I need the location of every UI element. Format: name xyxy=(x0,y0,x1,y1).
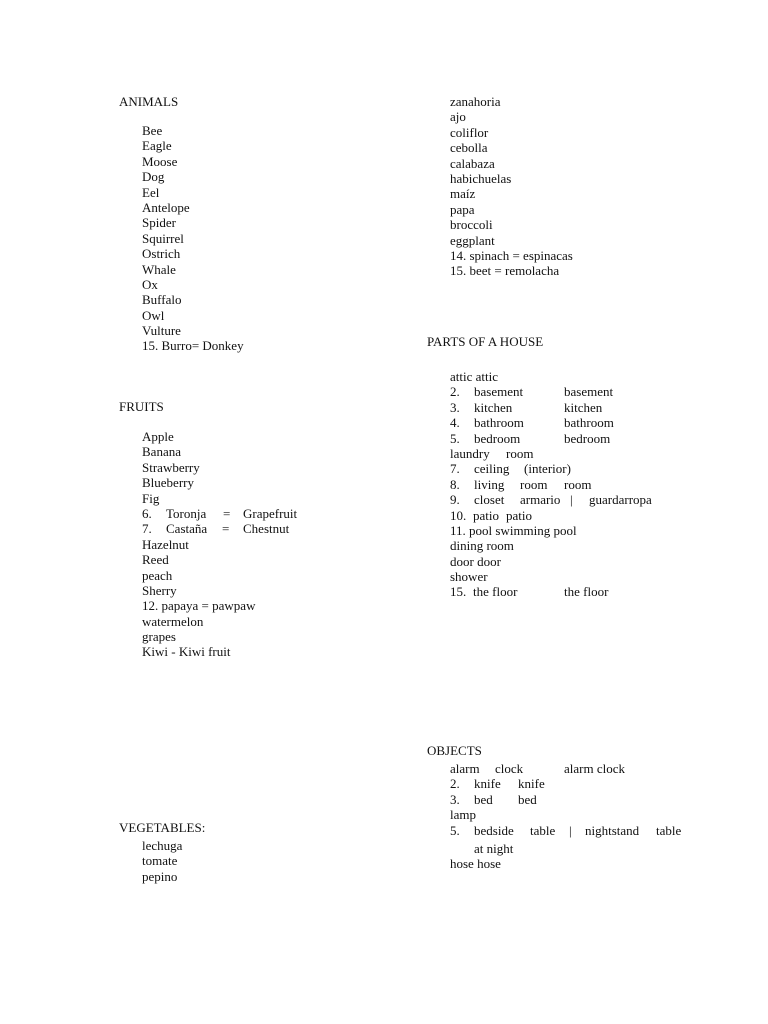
list-item: Spider xyxy=(142,215,176,231)
list-item: grapes xyxy=(142,629,176,645)
list-item: 10. patio patio xyxy=(450,507,532,523)
list-item: calabaza xyxy=(450,155,495,171)
house-heading: PARTS OF A HOUSE xyxy=(427,334,544,349)
list-item: watermelon xyxy=(142,613,204,629)
list-item: eggplant xyxy=(450,232,495,248)
list-item: 2. basement basement xyxy=(450,384,614,400)
list-item: pepino xyxy=(142,868,178,884)
list-item: at night xyxy=(474,840,514,856)
list-item: attic attic xyxy=(450,369,499,384)
list-item: 9. closet armario | guardarropa xyxy=(450,492,652,508)
list-item: 15. beet = remolacha xyxy=(450,263,560,279)
fruits-list xyxy=(142,429,297,660)
list-item: 8. living room room xyxy=(450,476,592,492)
list-item: shower xyxy=(450,569,488,585)
list-item: Whale xyxy=(142,261,176,277)
animals-list xyxy=(142,123,244,354)
list-item: Banana xyxy=(142,444,181,460)
list-item: Moose xyxy=(142,153,178,169)
list-item: Sherry xyxy=(142,582,177,598)
list-item: tomate xyxy=(142,853,178,869)
vegetables-list xyxy=(142,838,182,884)
list-item: 12. papaya = pawpaw xyxy=(142,598,256,614)
vegetables-list-continued xyxy=(450,94,573,279)
list-item: papa xyxy=(450,201,475,217)
list-item: 15. the floor the floor xyxy=(450,584,609,600)
list-item: Apple xyxy=(142,429,174,444)
list-item: door door xyxy=(450,553,501,569)
list-item: Eagle xyxy=(142,138,172,154)
list-item: 6. Toronja = Grapefruit xyxy=(142,505,298,521)
fruits-heading: FRUITS xyxy=(119,399,164,414)
list-item: 3. bed bed xyxy=(450,791,537,807)
house-list xyxy=(450,369,652,600)
list-item: hose hose xyxy=(450,856,501,872)
list-item: Owl xyxy=(142,307,165,323)
list-item: 5. bedroom bedroom xyxy=(450,430,611,446)
list-item: peach xyxy=(142,567,173,583)
list-item: 2. knife knife xyxy=(450,776,545,792)
list-item: Hazelnut xyxy=(142,536,189,552)
list-item: Fig xyxy=(142,490,160,506)
list-item: dining room xyxy=(450,538,514,554)
list-item: Vulture xyxy=(142,323,181,339)
list-item: Bee xyxy=(142,123,163,138)
list-item: Ox xyxy=(142,276,158,292)
list-item: alarm clock alarm clock xyxy=(450,761,625,776)
list-item: coliflor xyxy=(450,124,489,140)
list-item: maíz xyxy=(450,186,476,202)
list-item: laundry room xyxy=(450,445,534,461)
list-item: 15. Burro= Donkey xyxy=(142,338,244,354)
list-item: Eel xyxy=(142,184,160,200)
list-item: Dog xyxy=(142,169,165,185)
list-item: 14. spinach = espinacas xyxy=(450,247,573,263)
vegetables-heading: VEGETABLES: xyxy=(119,820,206,835)
list-item: 7. ceiling (interior) xyxy=(450,461,571,477)
list-item: lamp xyxy=(450,807,476,823)
list-item: Reed xyxy=(142,552,169,568)
list-item: 4. bathroom bathroom xyxy=(450,415,614,431)
list-item: Antelope xyxy=(142,199,190,215)
objects-heading: OBJECTS xyxy=(427,743,482,758)
list-item: Squirrel xyxy=(142,230,184,246)
list-item: lechuga xyxy=(142,838,183,853)
list-item: Blueberry xyxy=(142,475,194,491)
list-item: 7. Castaña = Chestnut xyxy=(142,521,290,537)
list-item: Ostrich xyxy=(142,246,181,262)
list-item: cebolla xyxy=(450,140,488,156)
animals-heading: ANIMALS xyxy=(119,94,179,109)
list-item: ajo xyxy=(450,109,466,125)
objects-list xyxy=(450,761,681,872)
list-item: Kiwi - Kiwi fruit xyxy=(142,644,231,660)
list-item: broccoli xyxy=(450,217,493,233)
list-item: 3. kitchen kitchen xyxy=(450,399,603,415)
list-item: zanahoria xyxy=(450,94,501,109)
list-item: Buffalo xyxy=(142,292,182,308)
list-item: 5. bedside table | nightstand table xyxy=(450,822,682,838)
list-item: Strawberry xyxy=(142,459,200,475)
list-item: 11. pool swimming pool xyxy=(450,522,577,538)
list-item: habichuelas xyxy=(450,170,512,186)
